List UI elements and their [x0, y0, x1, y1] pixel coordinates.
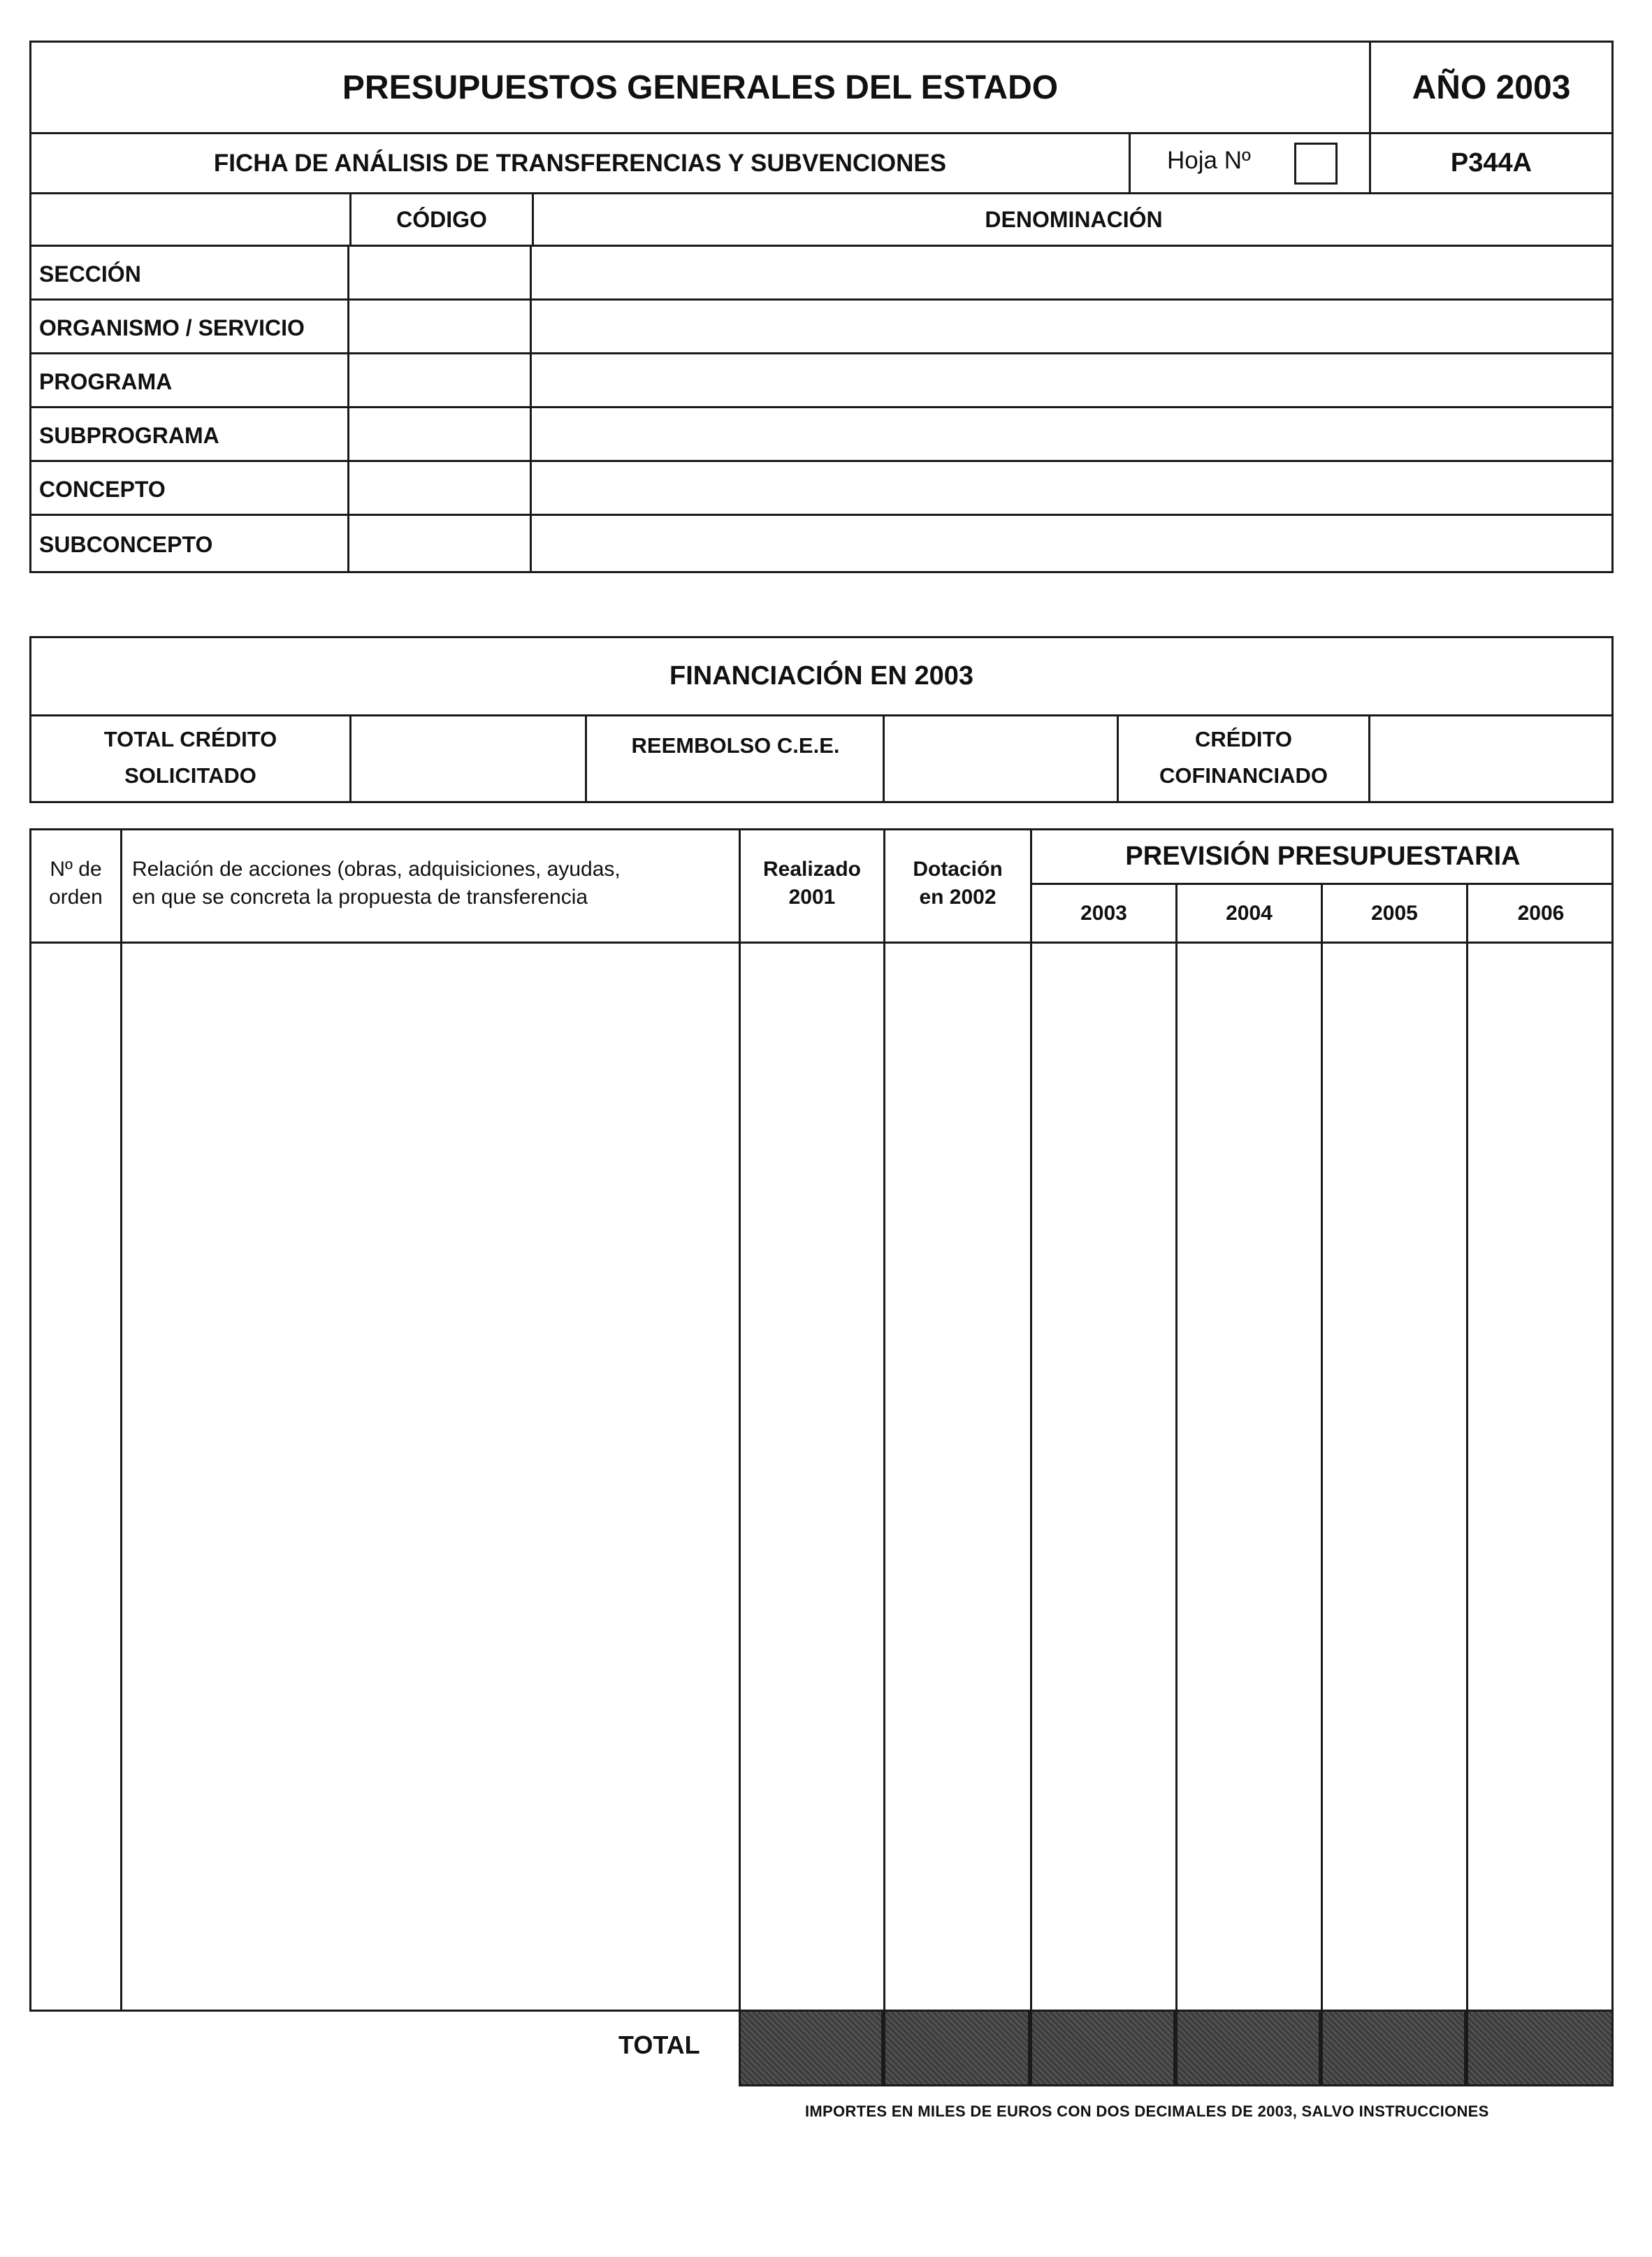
id-name-field[interactable]	[532, 301, 1611, 355]
id-code-field[interactable]	[347, 462, 532, 517]
id-row	[29, 298, 1614, 353]
id-row	[29, 352, 1614, 407]
year-2003-column-body[interactable]	[1032, 944, 1178, 2010]
relation-line1: Relación de acciones (obras, adquisiciones, ayudas,	[132, 858, 621, 881]
id-name-field[interactable]	[532, 516, 1611, 573]
name-column-header: DENOMINACIÓN	[985, 206, 1163, 232]
cofinanced-label	[1119, 714, 1368, 801]
total-2005-cell	[1321, 2010, 1466, 2086]
id-row	[29, 514, 1614, 573]
order-column-header	[31, 830, 122, 944]
code-column-header: CÓDIGO	[349, 192, 534, 247]
id-row-label: SUBCONCEPTO	[39, 531, 213, 557]
realized-line2: 2001	[788, 886, 836, 909]
relation-column-header	[122, 830, 741, 944]
realized-column-header	[741, 830, 885, 944]
id-rows	[29, 245, 1614, 573]
total-2006-cell	[1466, 2010, 1614, 2086]
relation-column-body[interactable]	[122, 944, 741, 2010]
cofinanced-line1: CRÉDITO	[1195, 727, 1292, 751]
id-code-field[interactable]	[347, 301, 532, 355]
footer-note: IMPORTES EN MILES DE EUROS CON DOS DECIMALES DE 2003, SALVO INSTRUCCIONES	[805, 2103, 1489, 2120]
year-2004-column-body[interactable]	[1178, 944, 1323, 2010]
cofinanced-field[interactable]	[1368, 714, 1614, 801]
id-row	[29, 460, 1614, 514]
sheet-number-box	[1129, 132, 1371, 194]
allocation-line2: en 2002	[919, 886, 997, 909]
realized-line1: Realizado	[762, 858, 862, 881]
sheet-label: Hoja Nº	[1167, 147, 1251, 174]
form-subtitle: FICHA DE ANÁLISIS DE TRANSFERENCIAS Y SUBVENCIONES	[29, 132, 1131, 194]
order-line2: orden	[49, 886, 103, 909]
id-code-field[interactable]	[347, 408, 532, 463]
id-row	[29, 406, 1614, 461]
form-title: PRESUPUESTOS GENERALES DEL ESTADO	[29, 41, 1371, 134]
year-2005-column-body[interactable]	[1323, 944, 1468, 2010]
id-code-field[interactable]	[347, 247, 532, 301]
total-credit-line2: SOLICITADO	[124, 763, 256, 788]
financing-row	[29, 714, 1614, 803]
total-row	[739, 2010, 1614, 2086]
form-year: AÑO 2003	[1369, 41, 1614, 134]
relation-line2: en que se concreta la propuesta de transferencia	[132, 886, 588, 909]
reimbursement-field[interactable]	[883, 714, 1119, 801]
id-name-field[interactable]	[532, 354, 1611, 409]
id-row-label: SUBPROGRAMA	[39, 422, 219, 448]
allocation-line1: Dotación	[913, 858, 1003, 881]
total-credit-label	[31, 714, 349, 801]
actions-table	[29, 828, 1614, 2012]
cofinanced-line2: COFINANCIADO	[1159, 763, 1328, 788]
total-label: TOTAL	[618, 2031, 700, 2059]
year-header-2003: 2003	[1032, 885, 1178, 944]
year-header-2006: 2006	[1468, 885, 1614, 944]
id-name-field[interactable]	[532, 247, 1611, 301]
allocation-column-header	[885, 830, 1032, 944]
total-credit-line1: TOTAL CRÉDITO	[103, 727, 277, 751]
id-name-field[interactable]	[532, 462, 1611, 517]
id-code-field[interactable]	[347, 516, 532, 573]
allocation-column-body[interactable]	[885, 944, 1032, 2010]
total-allocation-cell	[883, 2010, 1030, 2086]
id-row-label: PROGRAMA	[39, 368, 173, 394]
form-code: P344A	[1369, 132, 1614, 194]
id-row-label: SECCIÓN	[39, 261, 141, 287]
year-header-2004: 2004	[1178, 885, 1323, 944]
id-name-field[interactable]	[532, 408, 1611, 463]
year-header-2005: 2005	[1323, 885, 1468, 944]
reimbursement-label: REEMBOLSO C.E.E.	[631, 733, 840, 758]
realized-column-body[interactable]	[741, 944, 885, 2010]
total-2003-cell	[1030, 2010, 1175, 2086]
forecast-header: PREVISIÓN PRESUPUESTARIA	[1032, 830, 1614, 885]
sheet-number-input[interactable]	[1294, 143, 1338, 185]
order-column-body[interactable]	[31, 944, 122, 2010]
total-realized-cell	[739, 2010, 883, 2086]
id-row	[29, 245, 1614, 299]
financing-title: FINANCIACIÓN EN 2003	[29, 636, 1614, 716]
order-line1: Nº de	[50, 858, 102, 881]
id-row-label: CONCEPTO	[39, 476, 166, 502]
year-2006-column-body[interactable]	[1468, 944, 1614, 2010]
total-credit-field[interactable]	[349, 714, 587, 801]
total-2004-cell	[1175, 2010, 1321, 2086]
id-row-label: ORGANISMO / SERVICIO	[39, 315, 305, 340]
id-code-field[interactable]	[347, 354, 532, 409]
